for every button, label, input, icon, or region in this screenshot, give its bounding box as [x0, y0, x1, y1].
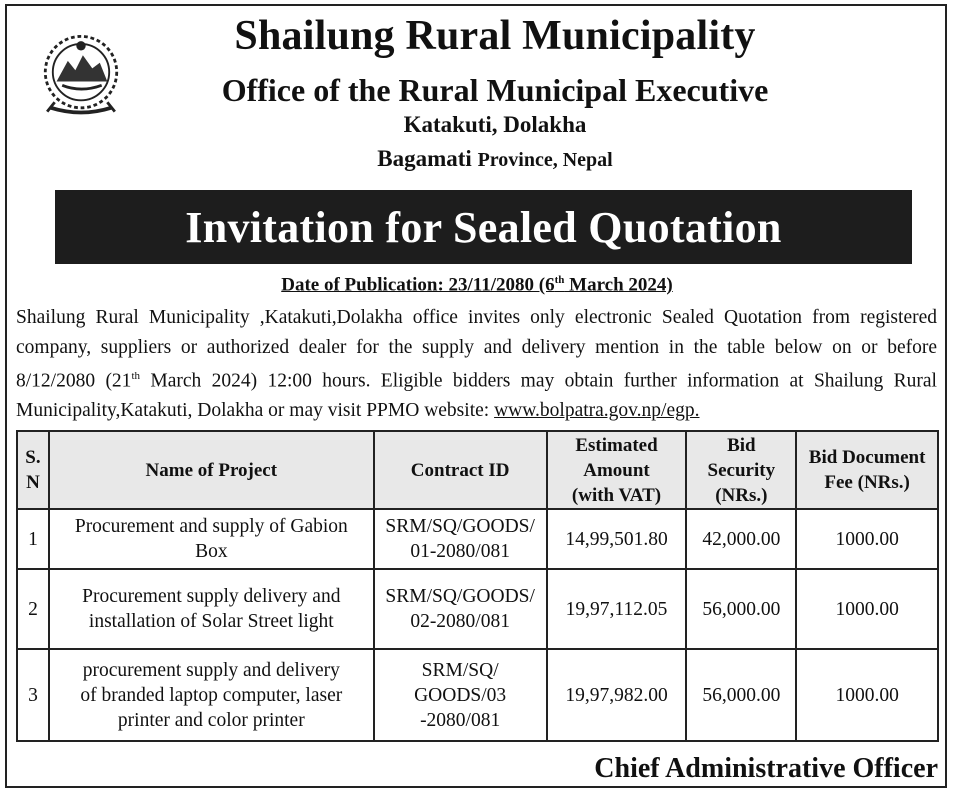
cell-contract-id: SRM/SQ/ GOODS/03 -2080/081 [374, 649, 547, 741]
cell-project: Procurement supply delivery and installation of Solar Street light [49, 569, 374, 649]
publication-date-suffix: March 2024) [564, 274, 673, 296]
cell-security: 56,000.00 [686, 649, 796, 741]
cell-project: Procurement and supply of Gabion Box [49, 509, 374, 569]
publication-date-prefix: Date of Publication: 23/11/2080 (6 [281, 274, 555, 296]
col-header-amount: Estimated Amount (with VAT) [547, 431, 687, 509]
col-header-security: Bid Security (NRs.) [686, 431, 796, 509]
cell-fee: 1000.00 [796, 509, 938, 569]
table-row [17, 649, 938, 741]
cell-sn: 1 [17, 509, 49, 569]
cell-project: procurement supply and delivery of branded laptop computer, laser printer and color printer [49, 649, 374, 741]
office-title: Office of the Rural Municipal Executive [221, 72, 769, 108]
publication-date [0, 274, 954, 296]
cell-sn: 2 [17, 569, 49, 649]
cell-sn: 3 [17, 649, 49, 741]
municipality-title: Shailung Rural Municipality [234, 13, 756, 59]
cell-security: 56,000.00 [686, 569, 796, 649]
province-line [0, 146, 954, 172]
publication-date-sup: th [554, 274, 565, 286]
col-header-project: Name of Project [49, 431, 374, 509]
cell-amount: 19,97,982.00 [547, 649, 687, 741]
invitation-paragraph [16, 303, 937, 426]
notice-banner: Invitation for Sealed Quotation [55, 190, 912, 264]
cell-contract-id: SRM/SQ/GOODS/ 02-2080/081 [374, 569, 547, 649]
cell-amount: 14,99,501.80 [547, 509, 687, 569]
address-line: Katakuti, Dolakha [403, 112, 587, 137]
province-rest: Province, Nepal [477, 149, 613, 171]
table-header-row [17, 431, 938, 509]
intro-sup: th [131, 370, 140, 382]
cell-amount: 19,97,112.05 [547, 569, 687, 649]
signature-title: Chief Administrative Officer [594, 753, 938, 784]
table-row [17, 569, 938, 649]
quotation-table [16, 430, 939, 742]
col-header-sn: S. N [17, 431, 49, 509]
col-header-fee: Bid Document Fee (NRs.) [796, 431, 938, 509]
intro-text-1: Shailung Rural Municipality ,Katakuti,Dolakha office invites only electronic Sealed Quotation from registered company, suppliers or authorized dealer for the supply and delivery mention in the table below on or before 8/12/2080 (21 [16, 307, 937, 392]
province-name: Bagamati [377, 146, 472, 171]
cell-contract-id: SRM/SQ/GOODS/ 01-2080/081 [374, 509, 547, 569]
col-header-contract: Contract ID [374, 431, 547, 509]
intro-text-2: March 2024) 12:00 hours. Eligible bidders may obtain further information at Shailung Rural Municipality,Katakuti, Dolakha or may visit PPMO website: [16, 370, 937, 421]
ppmo-website-link[interactable]: www.bolpatra.gov.np/egp. [494, 400, 700, 421]
cell-security: 42,000.00 [686, 509, 796, 569]
table-row [17, 509, 938, 569]
cell-fee: 1000.00 [796, 569, 938, 649]
cell-fee: 1000.00 [796, 649, 938, 741]
